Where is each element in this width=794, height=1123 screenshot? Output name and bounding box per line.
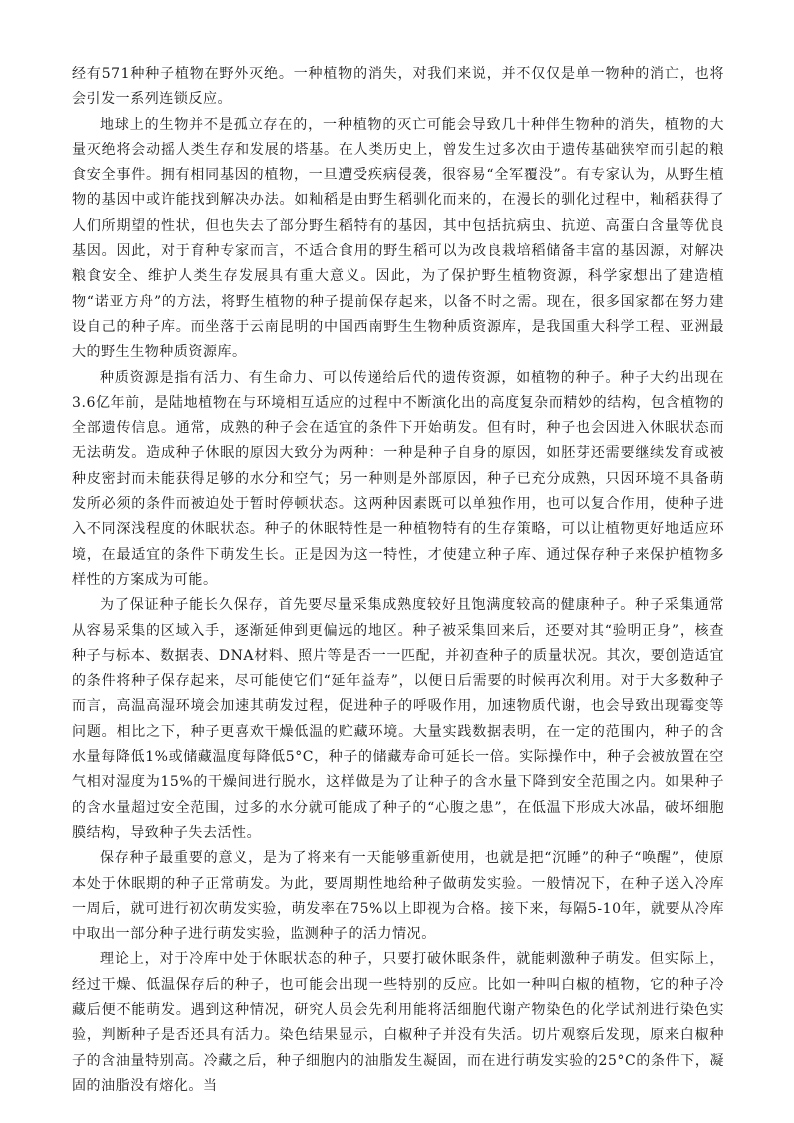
paragraph-5: 保存种子最重要的意义，是为了将来有一天能够重新使用，也就是把“沉睡”的种子“唤醒”，使原本处于休眠期的种子正常萌发。为此，要周期性地给种子做萌发实验。一般情况下，在种子送入冷库一周后，就可进行初次萌发实验，萌发率在75%以上即视为合格。接下来，每隔5-10年，就要从冷库中取出一部分种子进行萌发实验，监测种子的活力情况。 xyxy=(72,850,724,943)
paragraph-6: 理论上，对于冷库中处于休眠状态的种子，只要打破休眠条件，就能刺激种子萌发。但实际上，经过干燥、低温保存后的种子，也可能会出现一些特别的反应。比如一种叫白椒的植物，它的种子冷藏后便不能萌发。遇到这种情况，研究人员会先利用能将活细胞代谢产物染色的化学试剂进行染色实验，判断种子是否还具有活力。染色结果显示，白椒种子并没有失活。切片观察后发现，原来白椒种子的含油量特别高。冷藏之后，种子细胞内的油脂发生凝固，而在进行萌发实验的25°C的条件下，凝固的油脂没有熔化。当 xyxy=(72,951,724,1094)
paragraph-4: 为了保证种子能长久保存，首先要尽量采集成熟度较好且饱满度较高的健康种子。种子采集通常从容易采集的区域入手，逐渐延伸到更偏远的地区。种子被采集回来后，还要对其“验明正身”，核查种子与标本、数据表、DNA材料、照片等是否一一匹配，并初查种子的质量状况。其次，要创造适宜的条件将种子保存起来，尽可能使它们“延年益寿”，以便日后需要的时候再次利用。对于大多数种子而言，高温高湿环境会加速其萌发过程，促进种子的呼吸作用，加速物质代谢，也会导致出现霉变等问题。相比之下，种子更喜欢干燥低温的贮藏环境。大量实践数据表明，在一定的范围内，种子的含水量每降低1%或储藏温度每降低5°C，种子的储藏寿命可延长一倍。实际操作中，种子会被放置在空气相对湿度为15%的干燥间进行脱水，这样做是为了让种子的含水量下降到安全范围之内。如果种子的含水量超过安全范围，过多的水分就可能成了种子的“心腹之患”，在低温下形成大冰晶，破坏细胞膜结构，导致种子失去活性。 xyxy=(72,597,724,841)
paragraph-3: 种质资源是指有活力、有生命力、可以传递给后代的遗传资源，如植物的种子。种子大约出现在3.6亿年前，是陆地植物在与环境相互适应的过程中不断演化出的高度复杂而精妙的结构，包含植物的全部遗传信息。通常，成熟的种子会在适宜的条件下开始萌发。但有时，种子也会因进入休眠状态而无法萌发。造成种子休眠的原因大致分为两种：一种是种子自身的原因，如胚芽还需要继续发育或被种皮密封而未能获得足够的水分和空气；另一种则是外部原因，种子已充分成熟，只因环境不具备萌发所必须的条件而被迫处于暂时停顿状态。这两种因素既可以单独作用，也可以复合作用，使种子进入不同深浅程度的休眠状态。种子的休眠特性是一种植物特有的生存策略，可以让植物更好地适应环境，在最适宜的条件下萌发生长。正是因为这一特性，才使建立种子库、通过保存种子来保护植物多样性的方案成为可能。 xyxy=(72,369,724,588)
paragraph-1: 经有571种种子植物在野外灭绝。一种植物的消失，对我们来说，并不仅仅是单一物种的消亡，也将会引发一系列连锁反应。 xyxy=(72,66,724,108)
article-body xyxy=(72,62,724,1099)
paragraph-2: 地球上的生物并不是孤立存在的，一种植物的灭亡可能会导致几十种伴生物种的消失，植物的大量灭绝将会动摇人类生存和发展的塔基。在人类历史上，曾发生过多次由于遗传基础狭窄而引起的粮食安全事件。拥有相同基因的植物，一旦遭受疾病侵袭，很容易“全军覆没”。有专家认为，从野生植物的基因中或许能找到解决办法。如籼稻是由野生稻驯化而来的，在漫长的驯化过程中，籼稻获得了人们所期望的性状，但也失去了部分野生稻特有的基因，其中包括抗病虫、抗逆、高蛋白含量等优良基因。因此，对于育种专家而言，不适合食用的野生稻可以为改良栽培稻储备丰富的基因源，对解决粮食安全、维护人类生存发展具有重大意义。因此，为了保护野生植物资源，科学家想出了建造植物“诺亚方舟”的方法，将野生植物的种子提前保存起来，以备不时之需。现在，很多国家都在努力建设自己的种子库。而坐落于云南昆明的中国西南野生生物种质资源库，是我国重大科学工程、亚洲最大的野生生物种质资源库。 xyxy=(72,116,724,361)
